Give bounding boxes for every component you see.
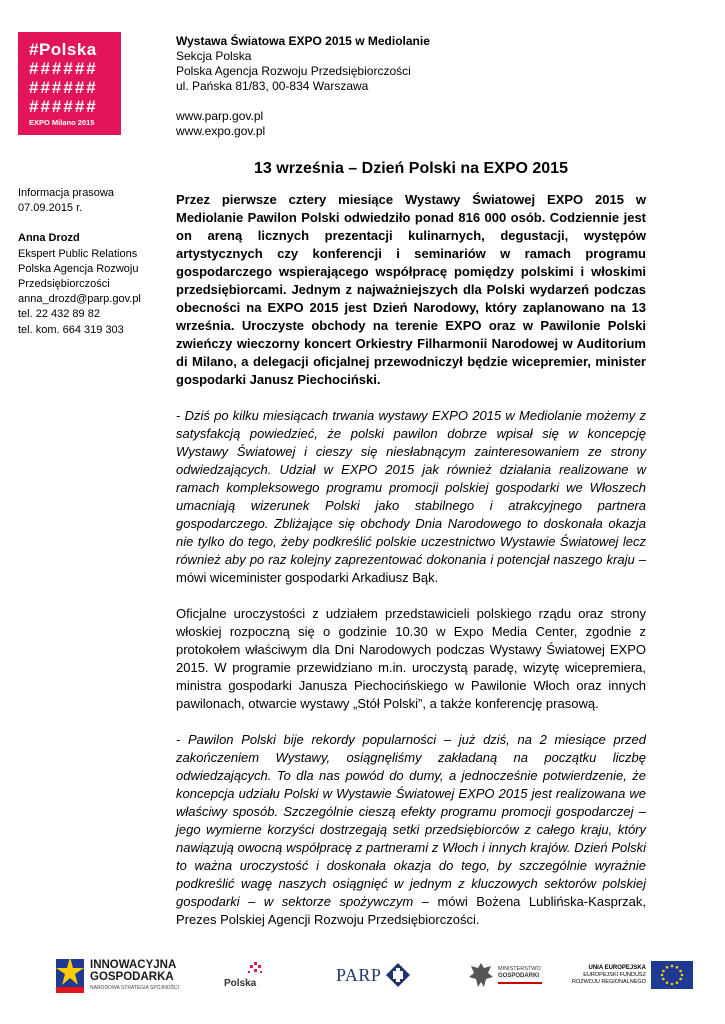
quote-2-text: - Pawilon Polski bije rekordy popularności – już dziś, na 2 miesiące przed zakończeniem Wystawy, osiągnęliśmy zakładaną na początku liczbę odwiedzających. To dla nas powód do dumy, a jednocześnie potwierdzenie, że koncepcja udziału Polski w Wystawie Światowej EXPO 2015 jest realizowana we właściwy sposób. Szczególnie cieszą efekty programu promocji gospodarczej – jego wymierne korzyści dostrzegają setki przedsiębiorców z całego kraju, który nawiązują owocną współpracę z partnerami z Włoch i innych krajów. Dzień Polski to ważna uroczystość i doskonała okazja do tego, by szczególnie wyraźnie podkreślić wagę naszych osiągnięć w jednym z kluczowych sektorów polskiej gospodarki – w sektorze spożywczym	[176, 732, 646, 909]
contact-org-line-2: Przedsiębiorczości	[18, 278, 110, 291]
quote-paragraph-2	[176, 731, 646, 929]
contact-phone: tel. 22 432 89 82	[18, 308, 100, 321]
mg-line-2: GOSPODARKI	[498, 973, 540, 979]
parp-logo	[336, 950, 411, 1000]
polska-expo-logo	[18, 32, 121, 135]
logo-line-4: ######	[29, 97, 98, 116]
contact-mobile: tel. kom. 664 319 303	[18, 323, 124, 336]
quote-1-attribution: – mówi wiceminister gospodarki Arkadiusz Bąk.	[176, 552, 646, 585]
contact-role: Ekspert Public Relations	[18, 247, 138, 260]
polska-logo-text: Polska	[224, 978, 257, 989]
quote-paragraph-1	[176, 407, 646, 587]
logo-line-5: EXPO Milano 2015	[29, 118, 95, 127]
ig-line-1: INNOWACYJNA	[90, 959, 177, 971]
logo-line-2: ######	[29, 59, 98, 78]
eu-flag-icon	[651, 961, 693, 989]
contact-org-line-1: Polska Agencja Rozwoju	[18, 262, 139, 275]
letterhead-agency: Polska Agencja Rozwoju Przedsiębiorczości	[176, 64, 411, 78]
press-release-body	[176, 191, 646, 947]
quote-2-attribution: – mówi Bożena Lublińska-Kasprzak, Prezes Polskiej Agencji Rozwoju Przedsiębiorczości.	[176, 894, 646, 927]
letterhead-section: Sekcja Polska	[176, 49, 252, 63]
document-date: 07.09.2015 r.	[18, 202, 83, 215]
letterhead-org: Wystawa Światowa EXPO 2015 w Mediolanie	[176, 34, 430, 48]
letterhead	[176, 34, 430, 139]
innowacyjna-gospodarka-logo	[56, 950, 179, 1000]
website-link-parp[interactable]: www.parp.gov.pl	[176, 109, 264, 123]
ue-line-3: ROZWOJU REGIONALNEGO	[572, 978, 646, 985]
lead-paragraph: Przez pierwsze cztery miesiące Wystawy Światowej EXPO 2015 w Mediolanie Pawilon Polski odwiedziło ponad 816 000 osób. Codziennie jest on areną licznych prezentacji kulinarnych, degustacji, występów artystycznych czy konferencji i seminariów w ramach programu gospodarczego wspierającego współpracę pomiędzy polskimi i włoskimi przedsiębiorcami. Jednym z najważniejszych dla Polski wydarzeń podczas obecności na EXPO 2015 jest Dzień Narodowy, który zaplanowano na 13 września. Uroczyste obchody na terenie EXPO oraz w Pawilonie Polski zwieńczy wieczorny koncert Orkiestry Filharmonii Narodowej w Auditorium di Milano, a delegacji oficjalnej przewodniczył będzie wicepremier, minister gospodarki Janusz Piechociński.	[176, 192, 646, 387]
letterhead-address: ul. Pańska 81/83, 00-834 Warszawa	[176, 79, 369, 93]
ue-line-1: UNIA EUROPEJSKA	[588, 964, 646, 971]
ministerstwo-gospodarki-logo	[468, 950, 542, 1000]
footer-logos	[0, 950, 725, 1010]
quote-1-text: - Dziś po kilku miesiącach trwania wystawy EXPO 2015 w Mediolanie możemy z satysfakcją powiedzieć, że polski pawilon dobrze wpisał się w koncepcję Wystawy Światowej i cieszy się niesłabnącym zainteresowaniem ze strony odwiedzających. Udział w EXPO 2015 jak również działania realizowane w ramach kompleksowego programu promocji polskiej gospodarki we Włoszech umacniają wizerunek Polski jako stabilnego i atrakcyjnego partnera gospodarczego. Zbliżające się obchody Dnia Narodowego to doskonała okazja nie tylko do tego, żeby podkreślić polskie uczestnictwo Wystawie Światowej lecz również aby po raz kolejny zaprezentować dokonania i potencjał naszego kraju	[176, 408, 646, 567]
ig-line-3: NARODOWA STRATEGIA SPÓJNOŚCI	[90, 985, 179, 991]
document-type: Informacja prasowa	[18, 187, 114, 199]
parp-logo-text: PARP	[336, 964, 382, 985]
events-paragraph: Oficjalne uroczystości z udziałem przedstawicieli polskiego rządu oraz strony włoskiej rozpoczną się o godzinie 10.30 w Expo Media Center, zgodnie z protokołem właściwym dla Dni Narodowych podczas Wystawy Światowej EXPO 2015. W programie przewidziano m.in. uroczystą paradę, wizytę wicepremiera, ministra gospodarki Janusza Piechocińskiego w Pawilonie Włoch oraz innych pawilonach, otwarcie wystawy „Stół Polski”, a także konferencję prasową.	[176, 606, 646, 711]
logo-line-1: #Polska	[29, 40, 97, 59]
logo-line-3: ######	[29, 78, 98, 97]
unia-europejska-logo	[572, 950, 693, 1000]
document-title: 13 września – Dzień Polski na EXPO 2015	[254, 160, 568, 177]
ig-line-2: GOSPODARKA	[90, 971, 174, 983]
mg-line-1: MINISTERSTWO	[498, 966, 541, 972]
contact-name: Anna Drozd	[18, 232, 80, 245]
polska-logo	[222, 950, 268, 1000]
contact-email[interactable]: anna_drozd@parp.gov.pl	[18, 293, 141, 306]
eagle-emblem-icon	[468, 960, 494, 990]
polska-star-icon	[222, 960, 268, 990]
website-link-expo[interactable]: www.expo.gov.pl	[176, 124, 266, 138]
ue-line-2: EUROPEJSKI FUNDUSZ	[583, 971, 646, 978]
contact-sidebar	[18, 186, 168, 338]
innovation-star-icon	[56, 955, 86, 995]
parp-emblem-icon	[385, 962, 411, 988]
